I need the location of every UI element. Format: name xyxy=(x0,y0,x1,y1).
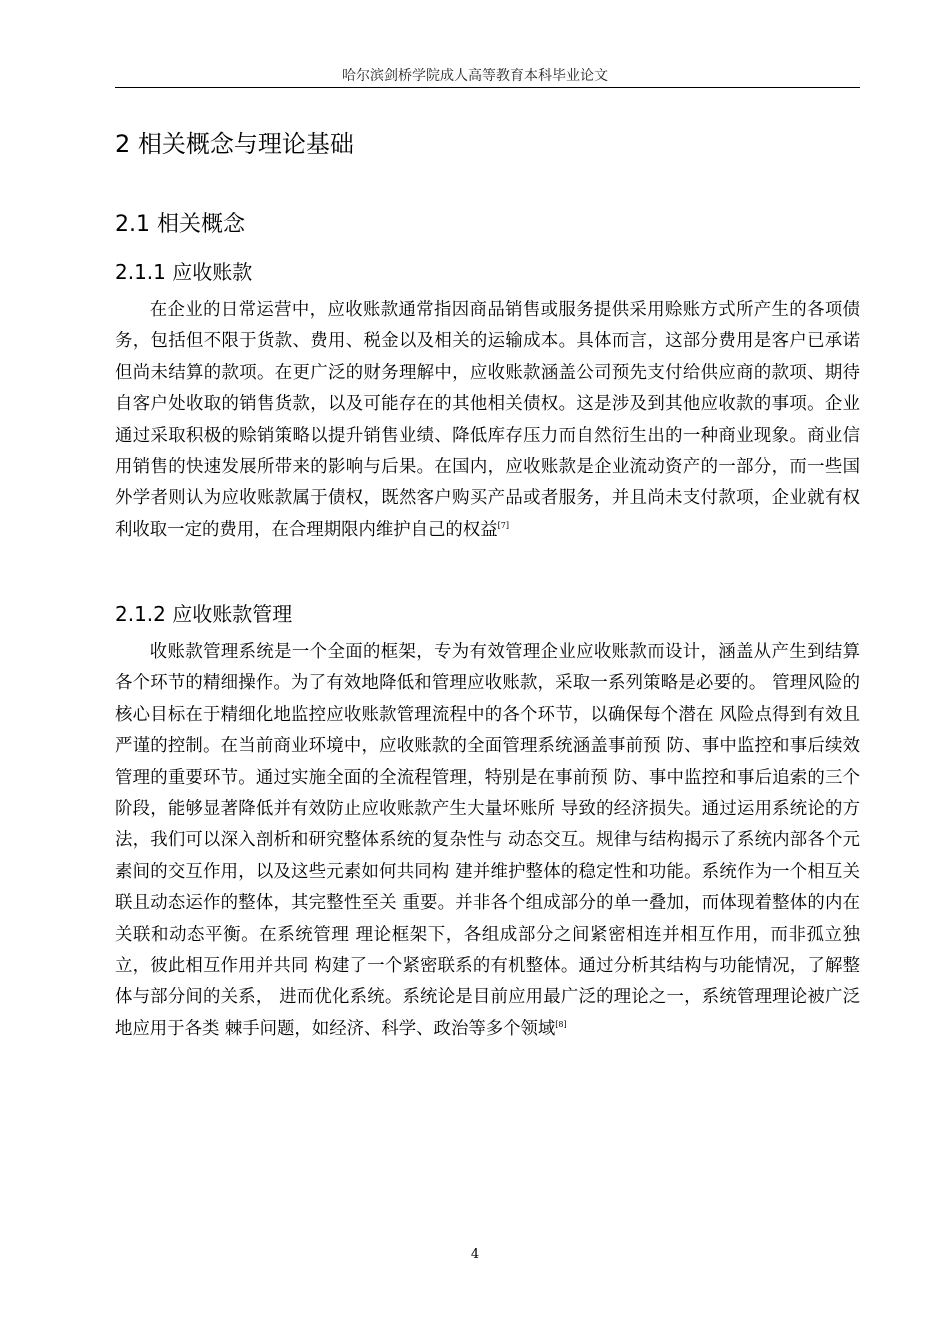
paragraph-receivables xyxy=(115,295,860,546)
subsection-heading-receivables: 2.1.1 应收账款 xyxy=(115,260,253,284)
page-number: 4 xyxy=(470,1247,480,1262)
subsection-heading-receivables-management: 2.1.2 应收账款管理 xyxy=(115,602,293,626)
chapter-heading: 2 相关概念与理论基础 xyxy=(115,130,354,158)
paragraph-receivables-management xyxy=(115,637,860,1045)
citation-ref: [7] xyxy=(497,521,509,531)
section-heading: 2.1 相关概念 xyxy=(115,212,245,237)
citation-ref: [8] xyxy=(555,1020,567,1030)
paragraph-text: 收账款管理系统是一个全面的框架，专为有效管理企业应收账款而设计，涵盖从产生到结算各个环节的精细操作。为了有效地降低和管理应收账款，采取一系列策略是必要的。 管理风险的核心目标在于精细化地监控应收账款管理流程中的各个环节，以确保每个潜在 风险点得到有效且严谨的控制。在当前商业环境中，应收账款的全面管理系统涵盖事前预 防、事中监控和事后续效管理的重要环节。通过实施全面的全流程管理，特别是在事前预 防、事中监控和事后追索的三个阶段，能够显著降低并有效防止应收账款产生大量坏账所 导致的经济损失。通过运用系统论的方法，我们可以深入剖析和研究整体系统的复杂性与 动态交互。规律与结构揭示了系统内部各个元素间的交互作用，以及这些元素如何共同构 建并维护整体的稳定性和功能。系统作为一个相互关联且动态运作的整体，其完整性至关 重要。并非各个组成部分的单一叠加，而体现着整体的内在关联和动态平衡。在系统管理 理论框架下，各组成部分之间紧密相连并相互作用，而非孤立独立，彼此相互作用并共同 构建了一个紧密联系的有机整体。通过分析其结构与功能情况，了解整体与部分间的关系， 进而优化系统。系统论是目前应用最广泛的理论之一，系统管理理论被广泛地应用于各类 棘手问题，如经济、科学、政治等多个领域 xyxy=(115,642,860,1039)
header-divider xyxy=(115,87,860,88)
paragraph-text: 在企业的日常运营中，应收账款通常指因商品销售或服务提供采用赊账方式所产生的各项债务，包括但不限于货款、费用、税金以及相关的运输成本。具体而言，这部分费用是客户已承诺但尚未结算的款项。在更广泛的财务理解中，应收账款涵盖公司预先支付给供应商的款项、期待自客户处收取的销售货款，以及可能存在的其他相关债权。这是涉及到其他应收款的事项。企业通过采取积极的赊销策略以提升销售业绩、降低库存压力而自然衍生出的一种商业现象。商业信用销售的快速发展所带来的影响与后果。在国内，应收账款是企业流动资产的一部分，而一些国外学者则认为应收账款属于债权，既然客户购买产品或者服务，并且尚未支付款项，企业就有权利收取一定的费用，在合理期限内维护自己的权益 xyxy=(115,300,860,540)
running-header: 哈尔滨剑桥学院成人高等教育本科毕业论文 xyxy=(342,68,608,84)
